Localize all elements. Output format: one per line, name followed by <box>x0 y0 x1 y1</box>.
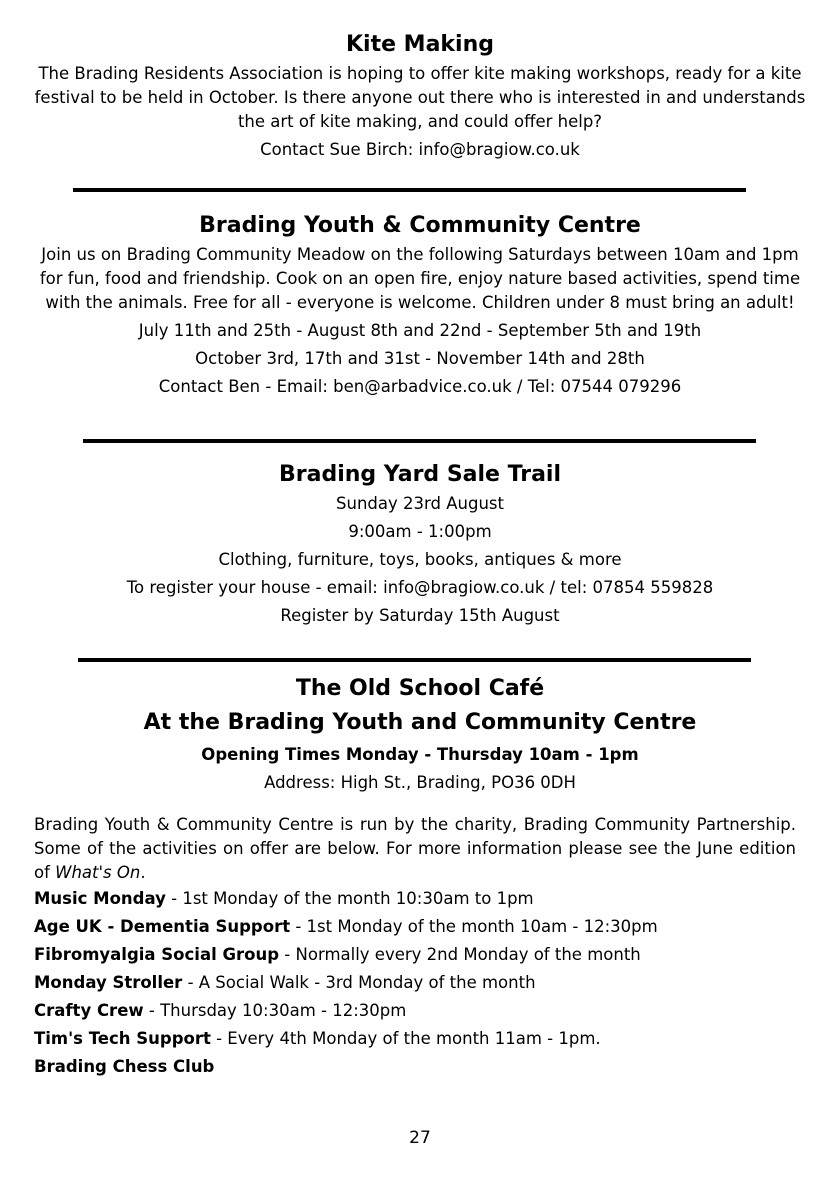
activities-section <box>34 813 796 1081</box>
cafe-opening-times: Opening Times Monday - Thursday 10am - 1pm <box>201 745 639 764</box>
youth-centre-dates-1: July 11th and 25th - August 8th and 22nd - September 5th and 19th <box>138 321 702 340</box>
divider-2 <box>83 439 756 443</box>
activity-name: Fibromyalgia Social Group <box>34 945 280 964</box>
youth-centre-section <box>30 211 810 401</box>
cafe-section <box>30 673 810 797</box>
yard-sale-items: Clothing, furniture, toys, books, antiques & more <box>218 550 622 569</box>
page-number: 27 <box>409 1128 431 1148</box>
yard-sale-register: To register your house - email: info@bragiow.co.uk / tel: 07854 559828 <box>126 578 714 597</box>
activity-name: Monday Stroller <box>34 973 183 992</box>
yard-sale-deadline: Register by Saturday 15th August <box>280 606 560 625</box>
activity-name: Crafty Crew <box>34 1001 144 1020</box>
activity-detail: - Thursday 10:30am - 12:30pm <box>143 1001 407 1020</box>
whats-on-title: What's On <box>55 863 141 882</box>
kite-making-body: The Brading Residents Association is hoping to offer kite making workshops, ready for a kite festival to be held in October. Is there anyone out there who is interested in and understands the art of kite making, and could offer help? <box>34 64 806 131</box>
activity-name: Tim's Tech Support <box>34 1029 211 1048</box>
activities-list <box>34 885 796 1081</box>
kite-making-contact: Contact Sue Birch: info@bragiow.co.uk <box>260 140 580 159</box>
activity-name: Music Monday <box>34 889 166 908</box>
activity-item <box>34 1053 796 1081</box>
cafe-title: The Old School Café <box>295 676 545 701</box>
youth-centre-body: Join us on Brading Community Meadow on the following Saturdays between 10am and 1pm for fun, food and friendship. Cook on an open fire, enjoy nature based activities, spend time with the animals. Free for all - everyone is welcome. Children under 8 must bring an adult! <box>39 245 801 312</box>
activity-detail: - 1st Monday of the month 10am - 12:30pm <box>290 917 658 936</box>
youth-centre-title: Brading Youth & Community Centre <box>199 213 641 238</box>
kite-making-section <box>30 30 810 164</box>
activity-item <box>34 969 796 997</box>
activity-detail: - Every 4th Monday of the month 11am - 1pm. <box>210 1029 601 1048</box>
activity-detail: - 1st Monday of the month 10:30am to 1pm <box>165 889 534 908</box>
yard-sale-time: 9:00am - 1:00pm <box>348 522 492 541</box>
divider-1 <box>73 188 746 192</box>
activity-name: Age UK - Dementia Support <box>34 917 291 936</box>
activities-intro-end: . <box>140 863 146 882</box>
divider-3 <box>78 658 751 662</box>
yard-sale-title: Brading Yard Sale Trail <box>278 462 561 487</box>
activity-item <box>34 997 796 1025</box>
yard-sale-section <box>30 460 810 630</box>
activity-item <box>34 941 796 969</box>
youth-centre-dates-2: October 3rd, 17th and 31st - November 14th and 28th <box>195 349 645 368</box>
activity-item <box>34 1025 796 1053</box>
activity-detail: - Normally every 2nd Monday of the month <box>279 945 641 964</box>
kite-making-title: Kite Making <box>345 32 494 57</box>
youth-centre-contact: Contact Ben - Email: ben@arbadvice.co.uk / Tel: 07544 079296 <box>158 377 682 396</box>
cafe-address: Address: High St., Brading, PO36 0DH <box>264 773 576 792</box>
activities-intro <box>34 813 796 885</box>
activity-detail: - A Social Walk - 3rd Monday of the month <box>182 973 536 992</box>
activity-name: Brading Chess Club <box>34 1057 215 1076</box>
activity-item <box>34 885 796 913</box>
yard-sale-date: Sunday 23rd August <box>336 494 504 513</box>
activities-intro-text: Brading Youth & Community Centre is run by the charity, Brading Community Partnership. Some of the activities on offer are below. For more information please see the June edition of <box>34 815 796 882</box>
activity-item <box>34 913 796 941</box>
cafe-subtitle: At the Brading Youth and Community Centre <box>143 710 697 735</box>
